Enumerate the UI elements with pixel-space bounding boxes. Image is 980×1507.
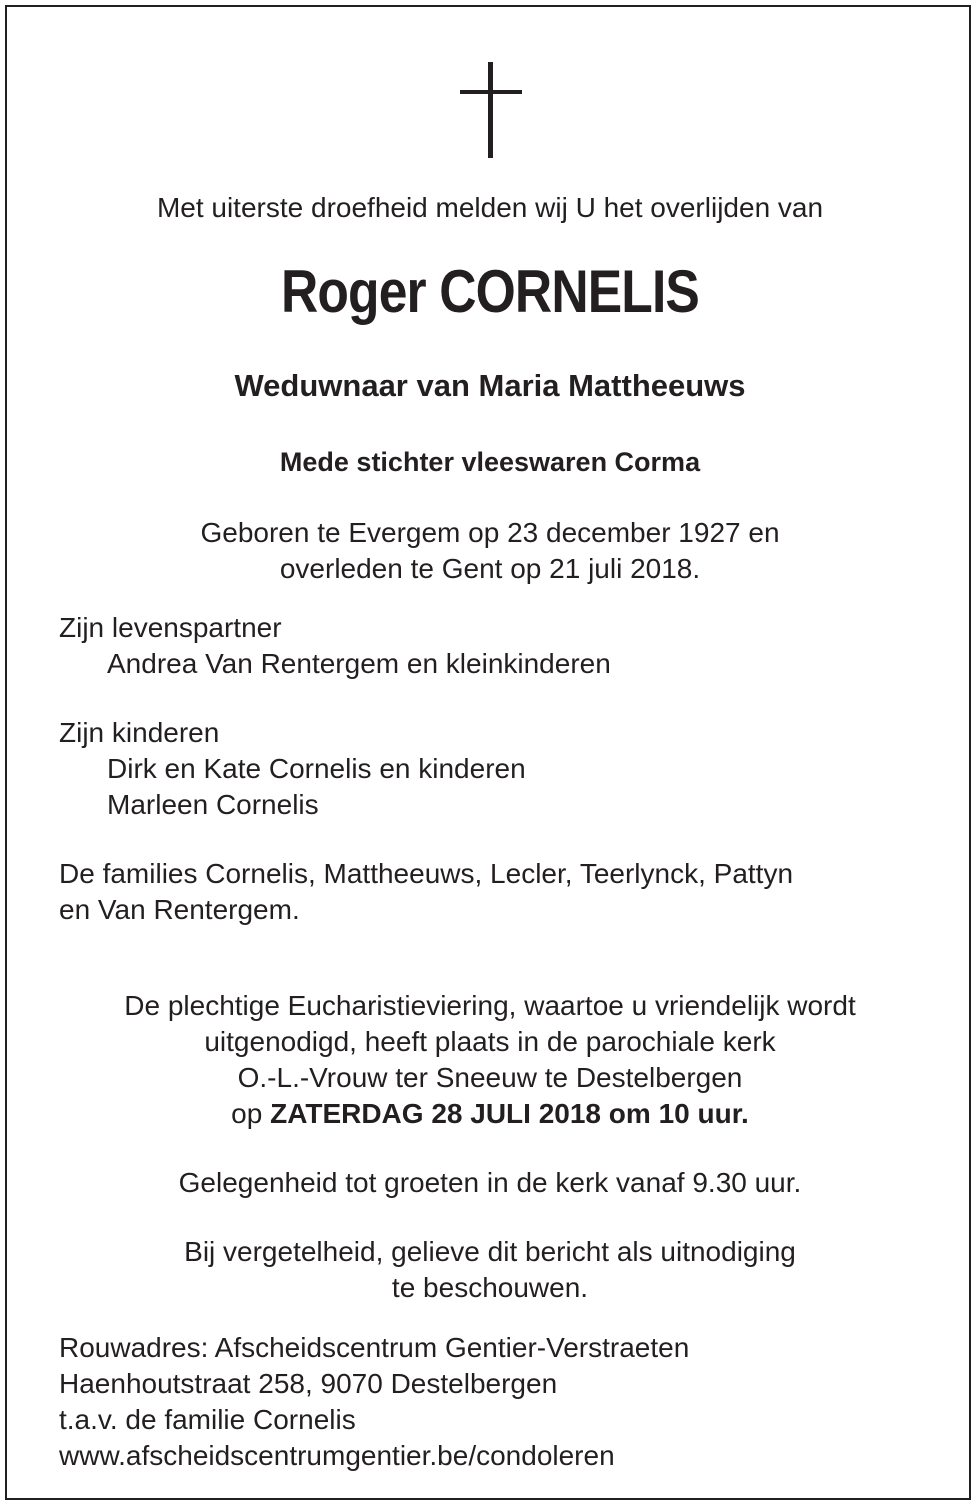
notice-block bbox=[0, 1234, 980, 1306]
birth-line: Geboren te Evergem op 23 december 1927 en bbox=[200, 517, 780, 548]
address-line: t.a.v. de familie Cornelis bbox=[59, 1404, 356, 1435]
birth-death-block bbox=[0, 515, 980, 587]
deceased-name: Roger CORNELIS bbox=[280, 258, 699, 325]
partner-heading: Zijn levenspartner bbox=[59, 612, 282, 643]
partner-name: Andrea Van Rentergem en kleinkinderen bbox=[107, 648, 611, 679]
intro-text: Met uiterste droefheid melden wij U het overlijden van bbox=[156, 192, 824, 223]
partner-block bbox=[59, 610, 611, 682]
condolence-url: www.afscheidscentrumgentier.be/condoleren bbox=[59, 1440, 615, 1471]
cross-icon bbox=[460, 62, 522, 158]
notice-line: Bij vergetelheid, gelieve dit bericht als uitnodiging bbox=[184, 1236, 796, 1267]
address-block bbox=[59, 1330, 689, 1474]
mass-line: uitgenodigd, heeft plaats in de parochiale kerk bbox=[204, 1026, 776, 1057]
mass-line: De plechtige Eucharistieviering, waartoe u vriendelijk wordt bbox=[124, 990, 856, 1021]
children-block bbox=[59, 715, 526, 823]
widower-line: Weduwnaar van Maria Mattheeuws bbox=[234, 368, 746, 403]
children-heading: Zijn kinderen bbox=[59, 717, 220, 748]
families-line: en Van Rentergem. bbox=[59, 894, 300, 925]
child-name: Marleen Cornelis bbox=[107, 789, 319, 820]
death-line: overleden te Gent op 21 juli 2018. bbox=[279, 553, 701, 584]
mass-date bbox=[0, 1096, 980, 1132]
child-name: Dirk en Kate Cornelis en kinderen bbox=[107, 753, 526, 784]
notice-line: te beschouwen. bbox=[391, 1272, 589, 1303]
families-block bbox=[59, 856, 793, 928]
greeting-line: Gelegenheid tot groeten in de kerk vanaf 9.30 uur. bbox=[178, 1167, 802, 1198]
address-line: Haenhoutstraat 258, 9070 Destelbergen bbox=[59, 1368, 558, 1399]
mass-line: O.-L.-Vrouw ter Sneeuw te Destelbergen bbox=[237, 1062, 743, 1093]
address-line: Rouwadres: Afscheidscentrum Gentier-Verstraeten bbox=[59, 1332, 690, 1363]
mass-date-prefix: op bbox=[231, 1098, 263, 1129]
founder-line: Mede stichter vleeswaren Corma bbox=[279, 447, 701, 477]
mass-block bbox=[0, 988, 980, 1132]
mass-date-bold: ZATERDAG 28 JULI 2018 om 10 uur. bbox=[270, 1098, 749, 1129]
families-line: De families Cornelis, Mattheeuws, Lecler, Teerlynck, Pattyn bbox=[59, 858, 794, 889]
